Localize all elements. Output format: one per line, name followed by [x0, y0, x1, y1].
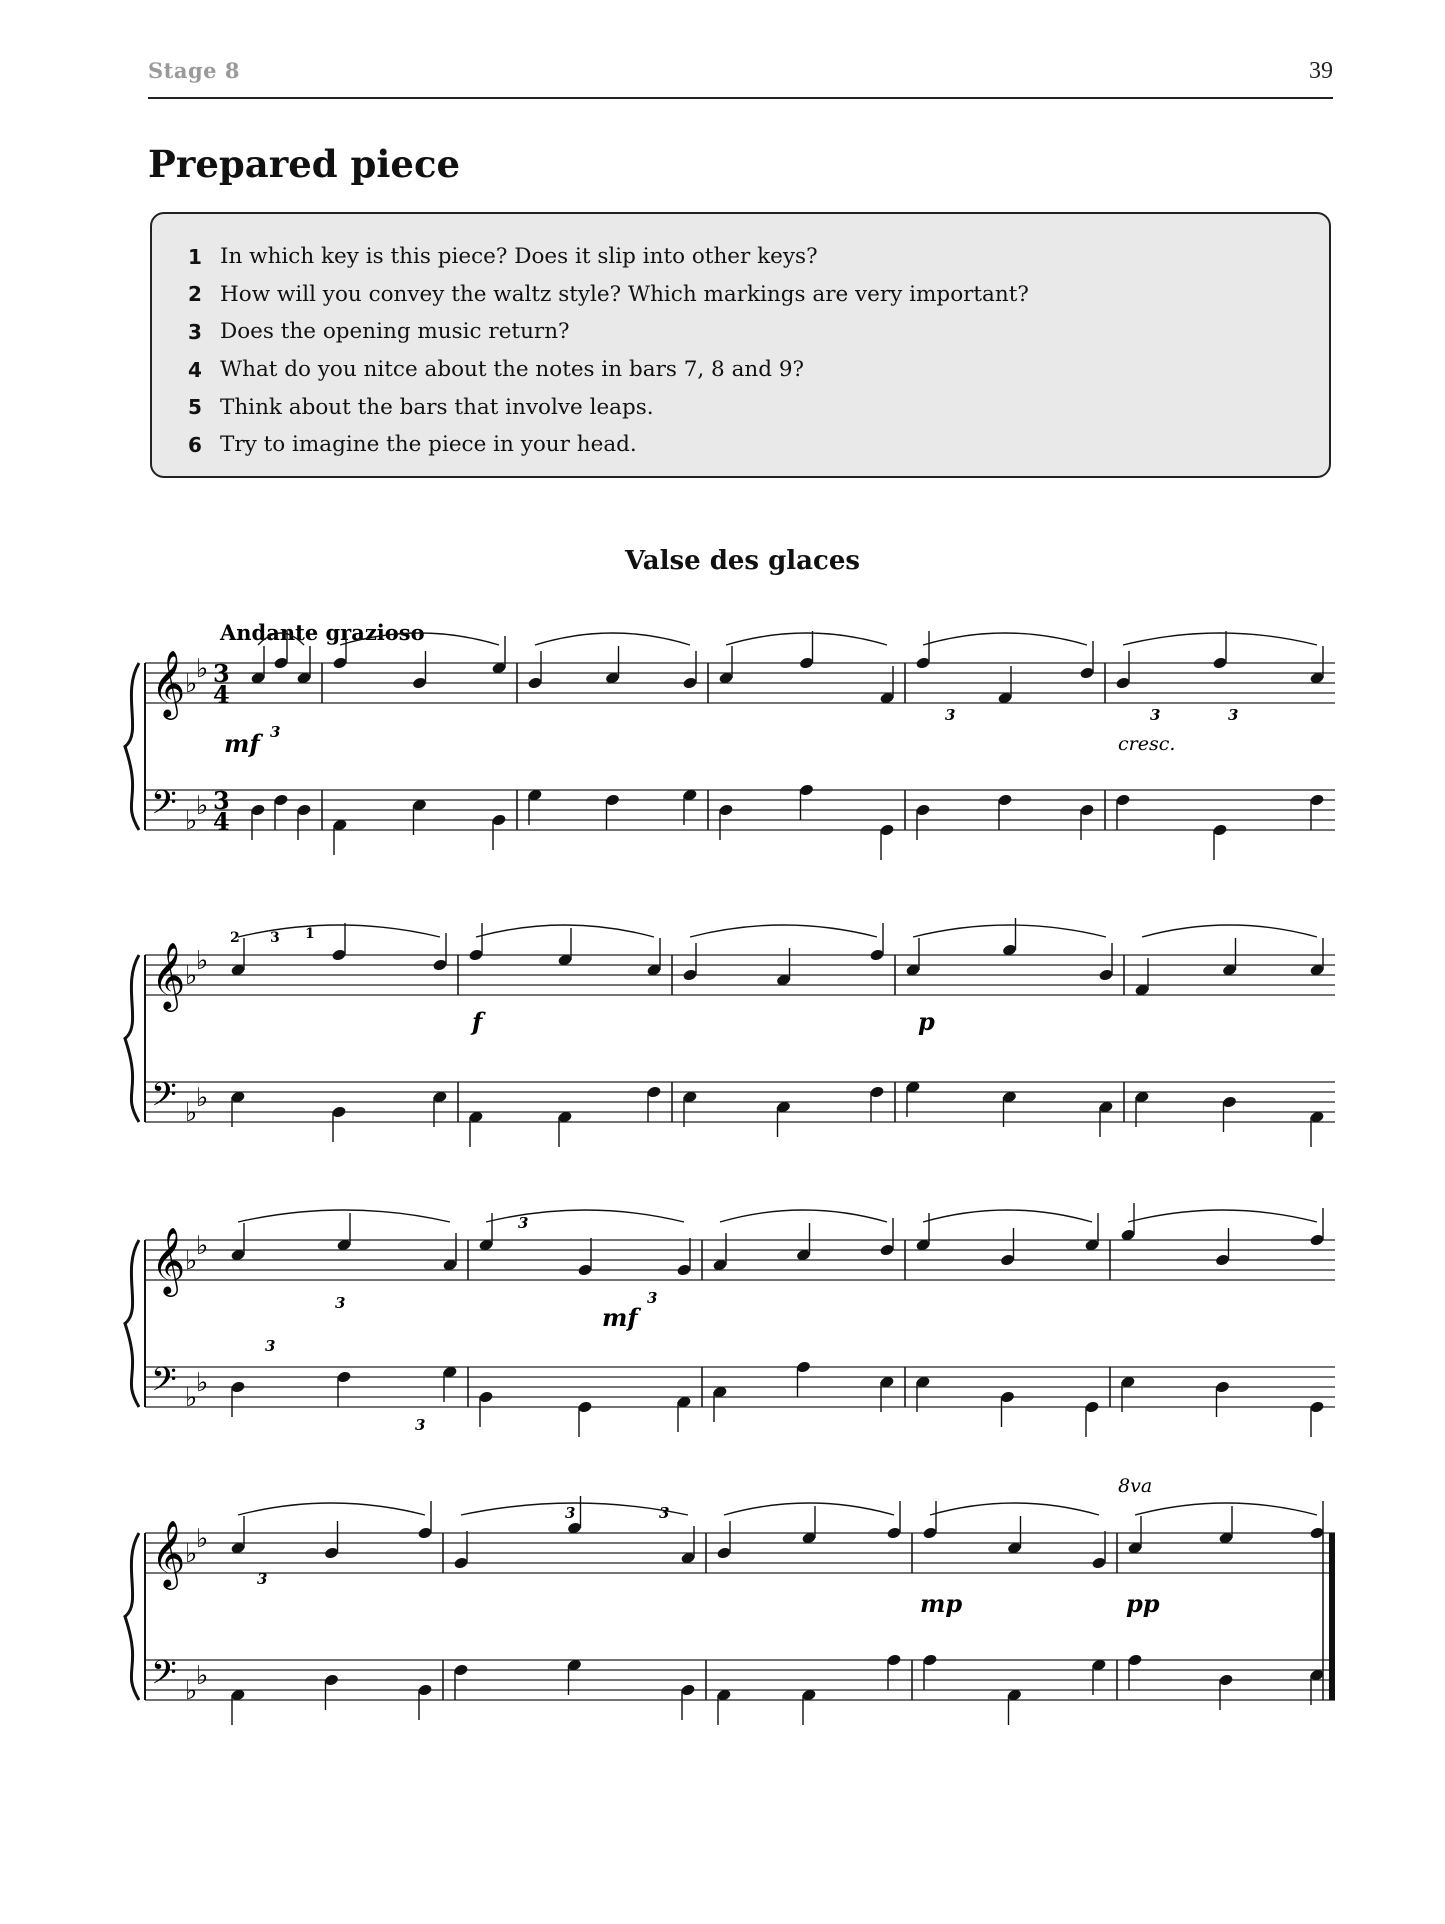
treble-clef: 𝄞 — [151, 649, 186, 717]
time-signature: 3 — [213, 786, 230, 815]
slur — [726, 633, 887, 645]
treble-clef: 𝄞 — [151, 941, 186, 1009]
tempo-marking: Andante grazioso — [220, 620, 425, 645]
flat-sign: ♭ — [185, 1539, 198, 1569]
slur — [238, 1210, 450, 1222]
tuplet-labels — [257, 706, 1238, 1588]
flat-sign: ♭ — [196, 654, 209, 684]
score-system — [125, 918, 1335, 1147]
final-barline — [1329, 1533, 1335, 1700]
question-text: How will you convey the waltz style? Which markings are very important? — [220, 281, 1029, 307]
slur — [923, 633, 1087, 645]
brace — [125, 1533, 139, 1700]
flat-sign: ♭ — [185, 1098, 198, 1128]
dynamic-mf: mf — [224, 729, 260, 758]
slur — [238, 1503, 425, 1515]
slur — [724, 1503, 894, 1515]
tuplet-label: 3 — [647, 1289, 658, 1307]
piece-title: Valse des glaces — [624, 546, 861, 576]
flat-sign: ♭ — [196, 1524, 209, 1554]
question-text: Think about the bars that involve leaps. — [220, 394, 654, 420]
slur — [720, 1210, 887, 1222]
question-text: Try to imagine the piece in your head. — [220, 432, 637, 458]
flat-sign: ♭ — [185, 806, 198, 836]
slur — [476, 925, 654, 937]
tuplet-label: 3 — [518, 1214, 529, 1232]
slur — [1123, 633, 1317, 645]
flat-sign: ♭ — [196, 1231, 209, 1261]
tuplet-label: 3 — [565, 1504, 576, 1522]
time-signature: 4 — [213, 680, 230, 709]
slur — [690, 925, 877, 937]
tuplet-label: 3 — [659, 1504, 670, 1522]
fingering-number: 2 — [230, 930, 240, 946]
flat-sign: ♭ — [196, 791, 209, 821]
slur — [1128, 1210, 1317, 1222]
flat-sign: ♭ — [185, 961, 198, 991]
tuplet-label: 3 — [257, 1570, 268, 1588]
slur — [486, 1210, 684, 1222]
tuplet-label: 3 — [945, 706, 956, 724]
bass-clef: 𝄢 — [151, 1654, 177, 1700]
bass-clef: 𝄢 — [151, 784, 177, 830]
tuplet-label: 3 — [415, 1416, 426, 1434]
treble-clef: 𝄞 — [151, 1226, 186, 1294]
tuplet-label: 3 — [1150, 706, 1161, 724]
slur — [1142, 925, 1317, 937]
flat-sign: ♭ — [185, 1676, 198, 1706]
slur — [1135, 1503, 1317, 1515]
dynamic-pp: pp — [1126, 1589, 1160, 1618]
brace — [125, 1240, 139, 1407]
tuplet-label: 3 — [270, 723, 281, 741]
ottava-marking: 8va — [1118, 1475, 1153, 1497]
bass-clef: 𝄢 — [151, 1076, 177, 1122]
slur — [930, 1503, 1099, 1515]
tuplet-label: 3 — [265, 1337, 276, 1355]
time-signature: 3 — [213, 659, 230, 688]
flat-sign: ♭ — [185, 669, 198, 699]
fingering-number: 1 — [305, 926, 315, 942]
dynamic-mp: mp — [920, 1589, 963, 1618]
header-stage-label: Stage 8 — [148, 58, 240, 83]
bass-clef: 𝄢 — [151, 1361, 177, 1407]
question-number: 1 — [188, 244, 202, 269]
treble-clef: 𝄞 — [151, 1519, 186, 1587]
dynamic-marks — [224, 729, 1175, 1618]
dynamic-mf: mf — [602, 1303, 638, 1332]
time-signature: 4 — [213, 807, 230, 836]
expression-cresc: cresc. — [1118, 733, 1176, 755]
flat-sign: ♭ — [196, 1368, 209, 1398]
section-title: Prepared piece — [148, 142, 461, 186]
brace — [125, 663, 139, 830]
dynamic-p: p — [918, 1007, 935, 1036]
flat-sign: ♭ — [196, 946, 209, 976]
brace — [125, 955, 139, 1122]
slur — [535, 633, 690, 645]
page-number: 39 — [1309, 58, 1333, 84]
flat-sign: ♭ — [196, 1661, 209, 1691]
question-number: 4 — [188, 357, 202, 382]
score-systems — [125, 631, 1335, 1725]
question-number: 2 — [188, 282, 202, 307]
question-number: 6 — [188, 432, 202, 457]
dynamic-f: f — [472, 1007, 483, 1036]
flat-sign: ♭ — [196, 1083, 209, 1113]
fingering-number: 3 — [270, 930, 280, 946]
slur — [923, 1210, 1092, 1222]
slur — [238, 925, 440, 937]
question-number: 3 — [188, 319, 202, 344]
tuplet-label: 3 — [335, 1294, 346, 1312]
score-system — [125, 1203, 1335, 1437]
tuplet-label: 3 — [1228, 706, 1239, 724]
flat-sign: ♭ — [185, 1383, 198, 1413]
slur — [913, 925, 1106, 937]
question-text: Does the opening music return? — [220, 319, 570, 345]
question-text: What do you nitce about the notes in bars 7, 8 and 9? — [220, 357, 805, 383]
flat-sign: ♭ — [185, 1246, 198, 1276]
question-number: 5 — [188, 395, 202, 420]
question-text: In which key is this piece? Does it slip into other keys? — [220, 244, 818, 270]
